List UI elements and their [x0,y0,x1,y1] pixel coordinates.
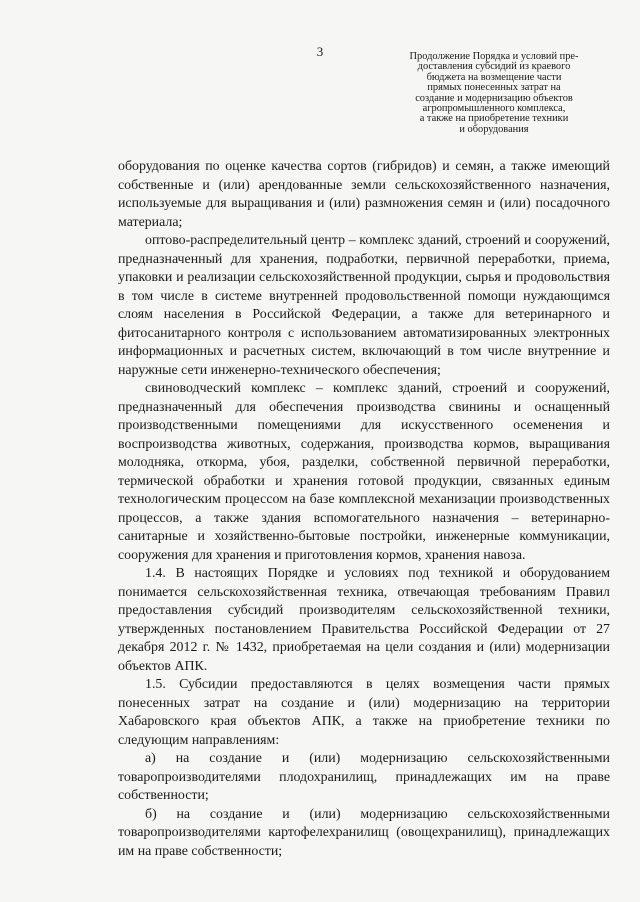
paragraph-clause-1-5: 1.5. Субсидии предоставляются в целях возмещения части прямых понесенных затрат на создание и (или) модернизацию на территории Хабаровского края объектов АПК, а также на приобретение техники по следующим направлениям: [118,677,610,748]
paragraph-item-b: б) на создание и (или) модернизацию сельскохозяйственными товаропроизводителями картофелехранилищ (овощехранилищ), принадлежащих им на праве собственности; [118,806,610,859]
header-note-line: доставления субсидий из краевого [417,61,571,73]
paragraph-clause-1-4: 1.4. В настоящих Порядке и условиях под техникой и оборудованием понимается сельскохозяйственная техника, отвечающая требованиям Правил предоставления субсидий производителям сельскохозяйственной техники, утвержденных постановлением Правительства Российской Федерации от 27 декабря 2012 г. № 1432, приобретаемая на цели создания и (или) модернизации объектов АПК. [118,566,610,674]
paragraph-continuation: оборудования по оценке качества сортов (гибридов) и семян, а также имеющий собственные и (или) арендованные земли сельскохозяйственного назначения, используемые для выращивания и (или) размножения семян и (или) посадочного материала; [118,159,610,230]
body-text [118,158,610,861]
header-note-line: а также на приобретение техники [419,113,569,125]
paragraph-pig-complex: свиноводческий комплекс – комплекс зданий, строений и сооружений, предназначенный для обеспечения производства свинины и оснащенный производственными помещениями для искусственного осеменения и воспроизводства животных, содержания, производства кормов, выращивания молодняка, откорма, убоя, разделки, собственной первичной переработки, термической обработки и хранения готовой продукции, связанных единым технологическим процессом на базе комплексной механизации производственных процессов, а также здания вспомогательного назначения – ветеринарно-санитарные и хозяйственно-бытовые постройки, инженерные коммуникации, сооружения для хранения и приготовления кормов, хранения навоза. [118,381,610,563]
header-note-line: и оборудования [459,123,529,135]
header-note-line: прямых понесенных затрат на [427,82,561,94]
paragraph-wholesale-center: оптово-распределительный центр – комплекс зданий, строений и сооружений, предназначенный для хранения, подработки, первичной переработки, приема, упаковки и реализации сельскохозяйственной продукции, сырья и продовольствия в том числе в системе внутренней продовольственной помощи нуждающимся слоям населения в Российской Федерации, а также для ветеринарного и фитосанитарного контроля с использованием автоматизированных электронных информационных и расчетных систем, включающий в том числе внутренние и наружные сети инженерно-технического обеспечения; [118,233,610,378]
header-note-line: агропромышленного комплекса, [422,103,566,115]
header-note-line: бюджета на возмещение части [426,71,562,83]
header-note-line: создание и модернизацию объектов [415,92,573,104]
page-number: 3 [316,44,324,59]
header-note [382,52,606,135]
paragraph-item-a: а) на создание и (или) модернизацию сельскохозяйственными товаропроизводителями плодохранилищ, принадлежащих им на праве собственности; [118,751,610,803]
header-note-line: Продолжение Порядка и условий пре- [409,51,579,62]
